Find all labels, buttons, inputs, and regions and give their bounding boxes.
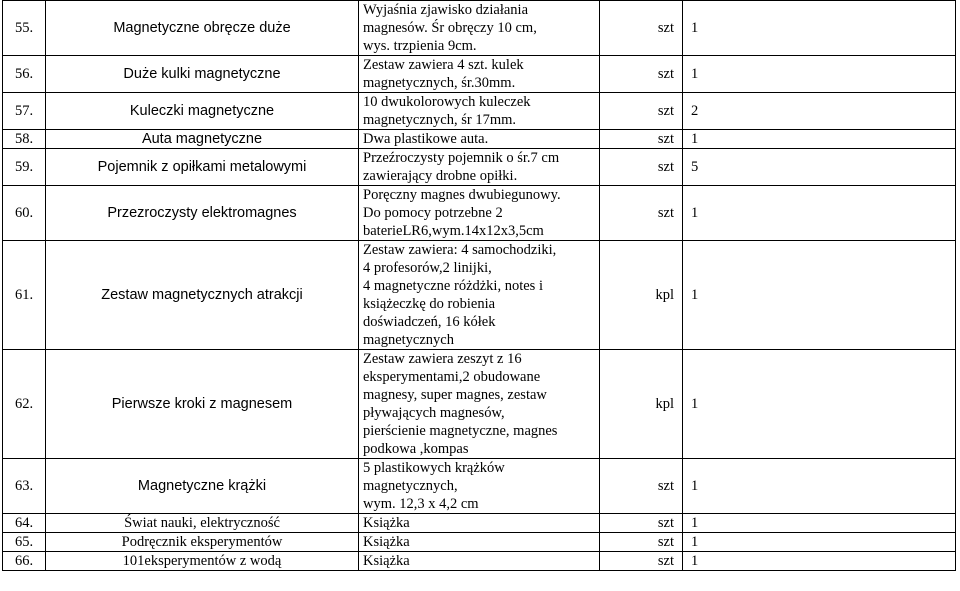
item-number: 61. bbox=[3, 241, 46, 350]
item-description bbox=[359, 56, 600, 93]
description-line: Do pomocy potrzebne 2 bbox=[363, 205, 503, 221]
description-line: wys. trzpienia 9cm. bbox=[363, 38, 477, 54]
item-description bbox=[359, 130, 600, 149]
description-line: 4 magnetyczne różdżki, notes i bbox=[363, 278, 543, 294]
item-number: 64. bbox=[3, 514, 46, 533]
item-name: 101eksperymentów z wodą bbox=[46, 552, 359, 571]
item-description bbox=[359, 350, 600, 459]
description-line: magnesy, super magnes, zestaw bbox=[363, 387, 547, 403]
item-unit: szt bbox=[600, 130, 683, 149]
item-unit: szt bbox=[600, 514, 683, 533]
item-number: 56. bbox=[3, 56, 46, 93]
description-line: magnesów. Śr obręczy 10 cm, bbox=[363, 20, 537, 36]
description-line: Przeźroczysty pojemnik o śr.7 cm bbox=[363, 150, 560, 166]
description-line: Wyjaśnia zjawisko działania bbox=[363, 2, 529, 18]
description-line: Dwa plastikowe auta. bbox=[363, 131, 489, 147]
item-description bbox=[359, 552, 600, 571]
item-unit: szt bbox=[600, 93, 683, 130]
item-quantity: 1 bbox=[683, 186, 956, 241]
description-line: eksperymentami,2 obudowane bbox=[363, 369, 541, 385]
item-unit: szt bbox=[600, 149, 683, 186]
item-number: 66. bbox=[3, 552, 46, 571]
table-row bbox=[3, 149, 956, 186]
table-row bbox=[3, 1, 956, 56]
item-quantity: 1 bbox=[683, 56, 956, 93]
description-line: Książka bbox=[363, 534, 410, 550]
table-row bbox=[3, 130, 956, 149]
description-line: zawierający drobne opiłki. bbox=[363, 168, 518, 184]
item-description bbox=[359, 93, 600, 130]
description-line: magnetycznych bbox=[363, 332, 454, 348]
table-row bbox=[3, 533, 956, 552]
description-line: podkowa ,kompas bbox=[363, 441, 469, 457]
description-line: 5 plastikowych krążków bbox=[363, 460, 505, 476]
description-line: wym. 12,3 x 4,2 cm bbox=[363, 496, 479, 512]
item-name: Przezroczysty elektromagnes bbox=[46, 186, 359, 241]
description-line: Książka bbox=[363, 553, 410, 569]
item-number: 65. bbox=[3, 533, 46, 552]
item-description bbox=[359, 459, 600, 514]
items-table bbox=[2, 0, 956, 571]
item-description bbox=[359, 241, 600, 350]
item-quantity: 1 bbox=[683, 130, 956, 149]
item-name: Auta magnetyczne bbox=[46, 130, 359, 149]
item-quantity: 1 bbox=[683, 241, 956, 350]
description-line: książeczkę do robienia bbox=[363, 296, 496, 312]
item-name: Podręcznik eksperymentów bbox=[46, 533, 359, 552]
item-description bbox=[359, 514, 600, 533]
item-quantity: 1 bbox=[683, 533, 956, 552]
item-quantity: 1 bbox=[683, 1, 956, 56]
description-line: pierścienie magnetyczne, magnes bbox=[363, 423, 558, 439]
description-line: Zestaw zawiera: 4 samochodziki, bbox=[363, 242, 557, 258]
item-name: Magnetyczne obręcze duże bbox=[46, 1, 359, 56]
description-line: magnetycznych, śr.30mm. bbox=[363, 75, 516, 91]
item-number: 57. bbox=[3, 93, 46, 130]
item-number: 63. bbox=[3, 459, 46, 514]
item-quantity: 1 bbox=[683, 552, 956, 571]
table-row bbox=[3, 56, 956, 93]
item-description bbox=[359, 149, 600, 186]
item-number: 58. bbox=[3, 130, 46, 149]
table-row bbox=[3, 459, 956, 514]
table-row bbox=[3, 241, 956, 350]
description-line: Zestaw zawiera zeszyt z 16 bbox=[363, 351, 522, 367]
item-unit: szt bbox=[600, 552, 683, 571]
description-line: 4 profesorów,2 linijki, bbox=[363, 260, 492, 276]
item-name: Zestaw magnetycznych atrakcji bbox=[46, 241, 359, 350]
item-unit: szt bbox=[600, 186, 683, 241]
item-name: Kuleczki magnetyczne bbox=[46, 93, 359, 130]
item-quantity: 1 bbox=[683, 350, 956, 459]
description-line: magnetycznych, bbox=[363, 478, 458, 494]
item-name: Pojemnik z opiłkami metalowymi bbox=[46, 149, 359, 186]
item-number: 55. bbox=[3, 1, 46, 56]
item-number: 59. bbox=[3, 149, 46, 186]
item-name: Duże kulki magnetyczne bbox=[46, 56, 359, 93]
item-number: 62. bbox=[3, 350, 46, 459]
description-line: doświadczeń, 16 kółek bbox=[363, 314, 496, 330]
items-table-body bbox=[3, 1, 956, 571]
description-line: pływających magnesów, bbox=[363, 405, 505, 421]
item-unit: szt bbox=[600, 459, 683, 514]
table-row bbox=[3, 186, 956, 241]
item-number: 60. bbox=[3, 186, 46, 241]
table-row bbox=[3, 514, 956, 533]
item-unit: szt bbox=[600, 533, 683, 552]
item-quantity: 1 bbox=[683, 514, 956, 533]
item-name: Świat nauki, elektryczność bbox=[46, 514, 359, 533]
item-quantity: 2 bbox=[683, 93, 956, 130]
description-line: Zestaw zawiera 4 szt. kulek bbox=[363, 57, 524, 73]
description-line: 10 dwukolorowych kuleczek bbox=[363, 94, 531, 110]
description-line: Książka bbox=[363, 515, 410, 531]
description-line: Poręczny magnes dwubiegunowy. bbox=[363, 187, 561, 203]
item-name: Magnetyczne krążki bbox=[46, 459, 359, 514]
item-description bbox=[359, 533, 600, 552]
item-unit: kpl bbox=[600, 350, 683, 459]
description-line: magnetycznych, śr 17mm. bbox=[363, 112, 517, 128]
item-unit: szt bbox=[600, 1, 683, 56]
item-quantity: 5 bbox=[683, 149, 956, 186]
description-line: baterieLR6,wym.14x12x3,5cm bbox=[363, 223, 544, 239]
table-row bbox=[3, 552, 956, 571]
table-row bbox=[3, 350, 956, 459]
item-description bbox=[359, 1, 600, 56]
item-quantity: 1 bbox=[683, 459, 956, 514]
table-row bbox=[3, 93, 956, 130]
item-unit: szt bbox=[600, 56, 683, 93]
item-unit: kpl bbox=[600, 241, 683, 350]
item-name: Pierwsze kroki z magnesem bbox=[46, 350, 359, 459]
item-description bbox=[359, 186, 600, 241]
